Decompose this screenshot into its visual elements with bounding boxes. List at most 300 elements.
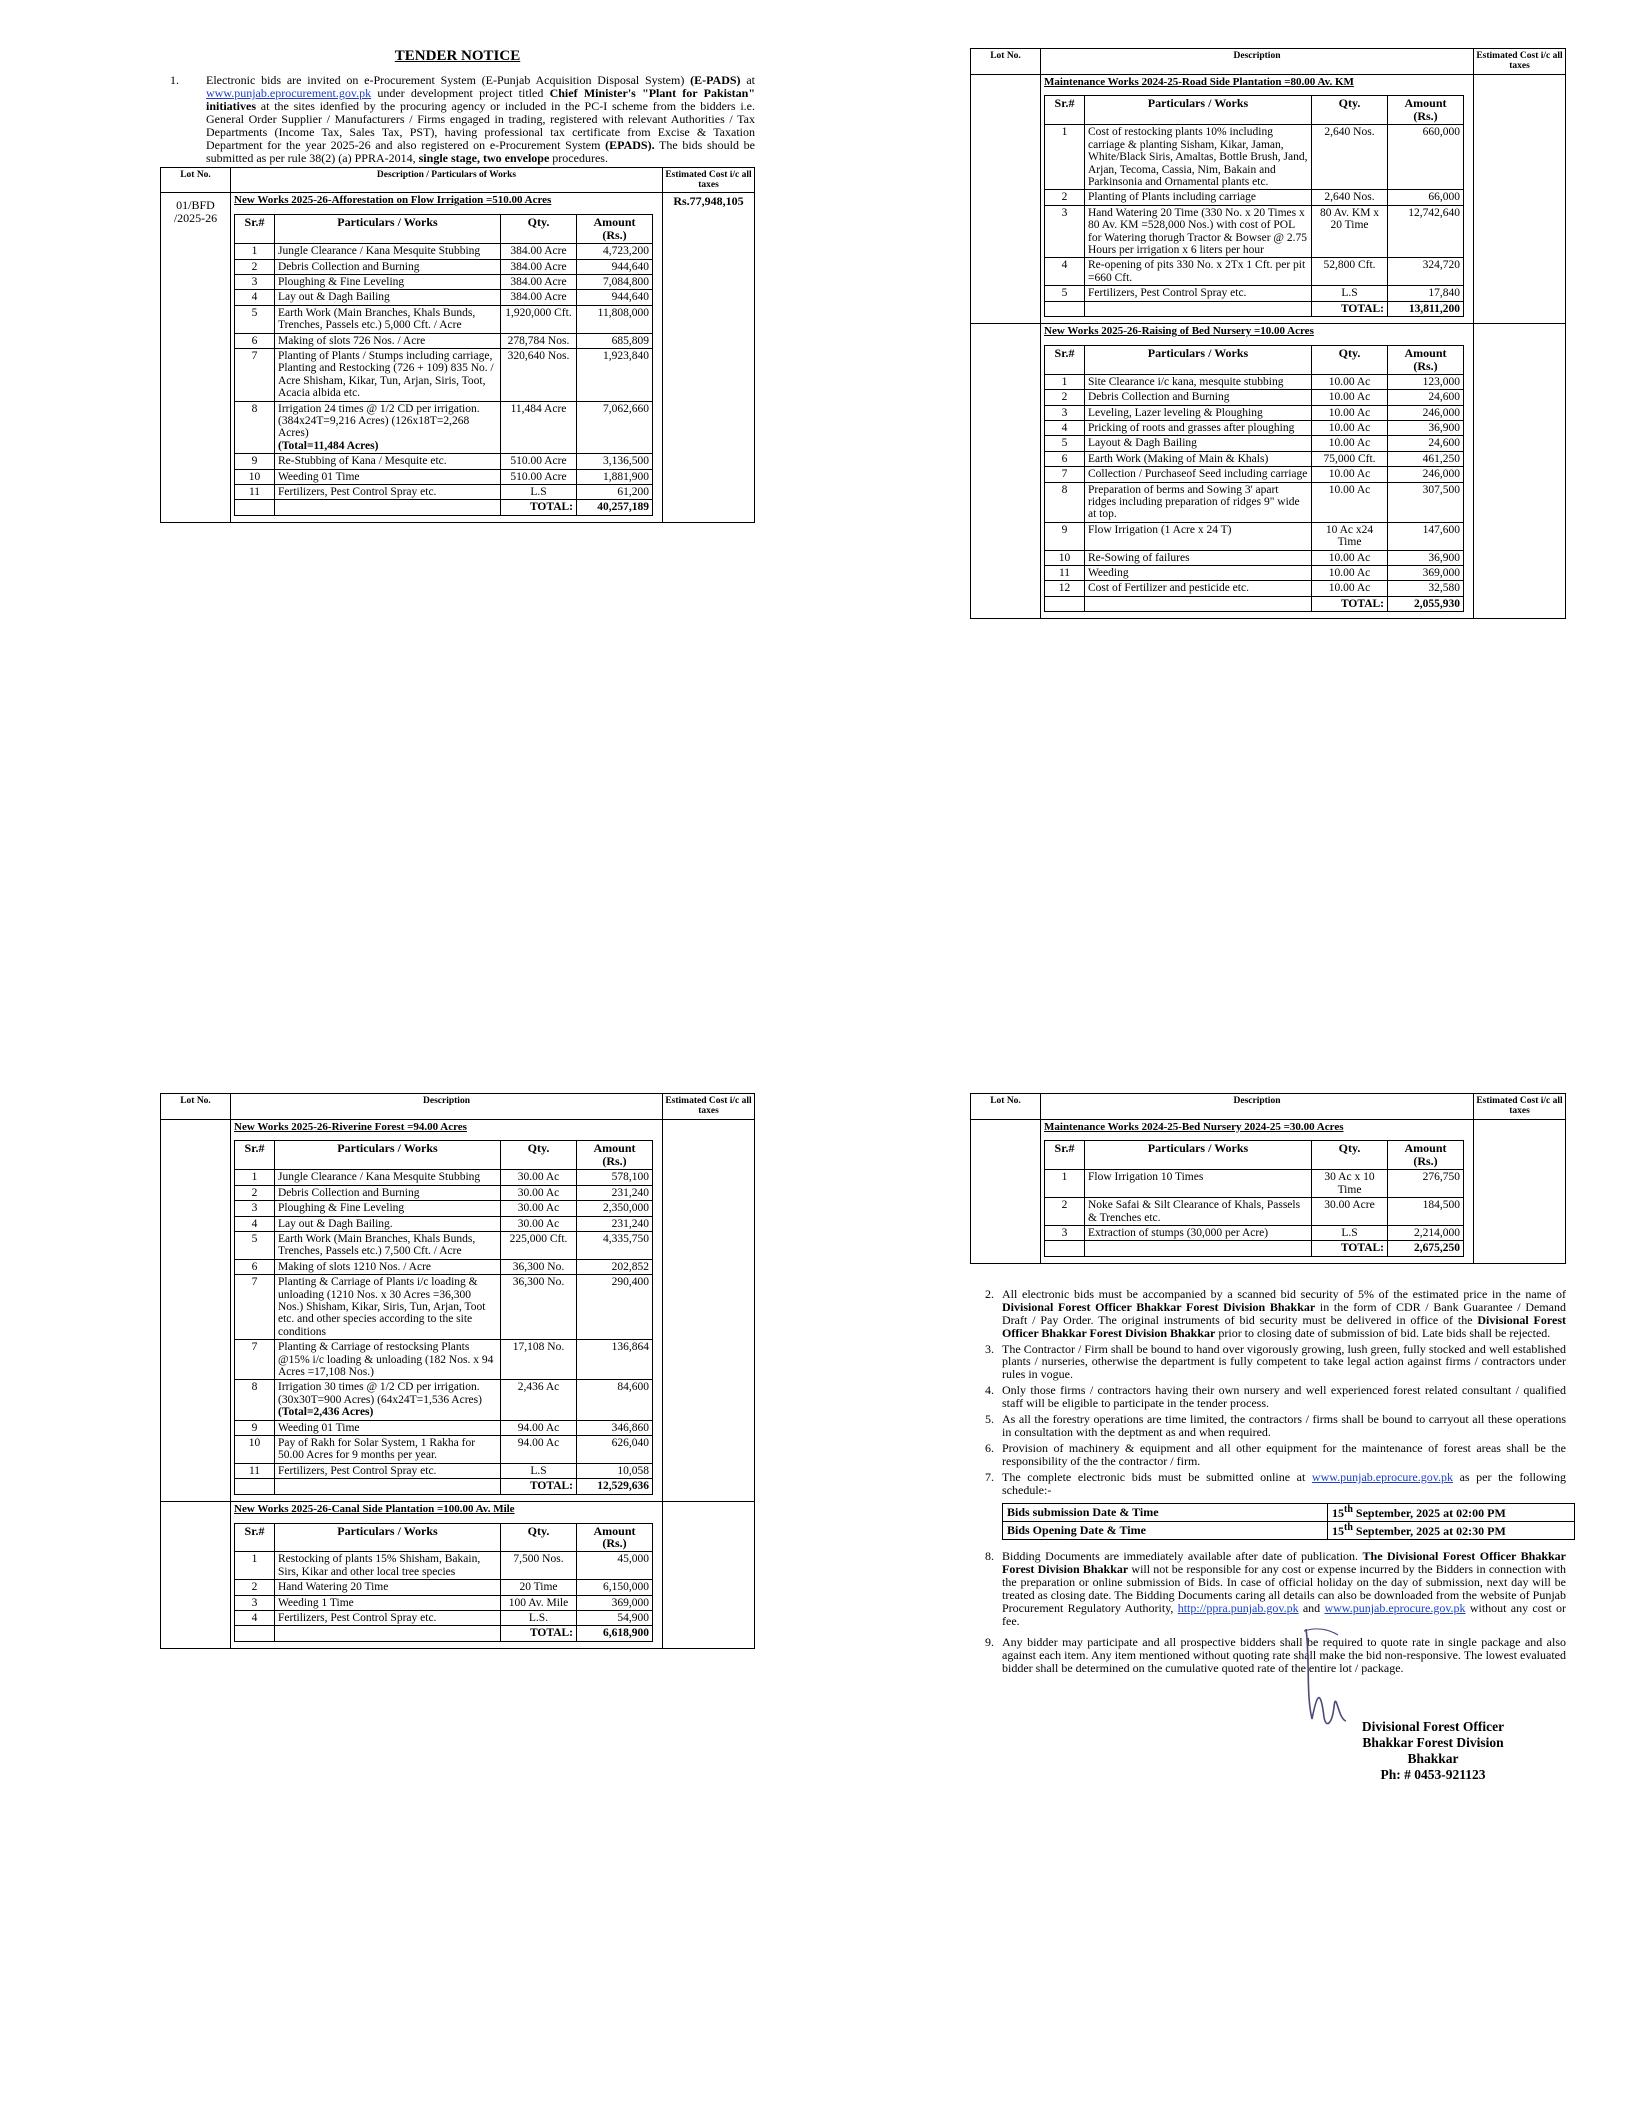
section-cell bbox=[1041, 74, 1474, 323]
submission-datetime bbox=[1328, 1504, 1575, 1522]
term-3 bbox=[970, 1343, 1566, 1382]
sr-header: Sr.# bbox=[235, 1523, 275, 1552]
text-run: (EPADS). bbox=[605, 137, 655, 152]
lot-cell bbox=[161, 1501, 231, 1648]
particulars-cell bbox=[275, 348, 501, 401]
qty-cell: 30.00 Ac bbox=[501, 1170, 577, 1185]
particulars-cell bbox=[1085, 482, 1312, 522]
table-row bbox=[1045, 550, 1464, 565]
particulars-text: Earth Work (Making of Main & Khals) bbox=[1088, 452, 1269, 465]
opening-label: Bids Opening Date & Time bbox=[1003, 1521, 1328, 1539]
quadrant-bottom-right bbox=[970, 1093, 1566, 1783]
amount-cell: 290,400 bbox=[577, 1275, 653, 1340]
qty-cell: 384.00 Acre bbox=[501, 259, 577, 274]
qty-cell: 10.00 Ac bbox=[1312, 566, 1388, 581]
text-run: th bbox=[1344, 1504, 1353, 1516]
sr-cell: 9 bbox=[235, 1420, 275, 1435]
text-run: at bbox=[740, 73, 755, 88]
table-row bbox=[235, 469, 653, 484]
cost-cell bbox=[663, 1119, 755, 1501]
amount-cell: 24,600 bbox=[1388, 436, 1464, 451]
particulars-cell bbox=[275, 454, 501, 469]
ppra-link[interactable]: http://ppra.punjab.gov.pk bbox=[1177, 1600, 1299, 1615]
amount-cell: 461,250 bbox=[1388, 451, 1464, 466]
amount-header: Amount (Rs.) bbox=[1388, 1141, 1464, 1170]
sr-cell: 10 bbox=[235, 1436, 275, 1464]
description-header: Description / Particulars of Works bbox=[231, 167, 663, 193]
amount-cell: 4,335,750 bbox=[577, 1231, 653, 1259]
particulars-cell bbox=[1085, 1225, 1312, 1240]
qty-cell: 10.00 Ac bbox=[1312, 374, 1388, 389]
sr-cell: 8 bbox=[235, 401, 275, 454]
sr-cell: 2 bbox=[1045, 190, 1085, 205]
qty-cell: 20 Time bbox=[501, 1580, 577, 1595]
total-row bbox=[235, 1479, 653, 1494]
qty-header: Qty. bbox=[1312, 345, 1388, 374]
table-row bbox=[1045, 390, 1464, 405]
particulars-text: Leveling, Lazer leveling & Ploughing bbox=[1088, 406, 1263, 419]
section-cell bbox=[231, 193, 663, 523]
amount-header: Amount (Rs.) bbox=[577, 1523, 653, 1552]
term-text: Only those firms / contractors having their own nursery and well experienced forest related consultant / qualified staff will be eligible to participate in the tender process. bbox=[1002, 1383, 1566, 1411]
table-row bbox=[1045, 405, 1464, 420]
text-run: procedures. bbox=[549, 150, 608, 165]
particulars-header: Particulars / Works bbox=[275, 215, 501, 244]
table-header-row bbox=[1045, 1141, 1464, 1170]
sr-cell: 1 bbox=[235, 244, 275, 259]
sr-cell: 4 bbox=[235, 1611, 275, 1626]
qty-cell: 100 Av. Mile bbox=[501, 1595, 577, 1610]
text-run: 15 bbox=[1332, 1506, 1344, 1521]
particulars-text: Debris Collection and Burning bbox=[278, 1186, 420, 1199]
amount-cell: 346,860 bbox=[577, 1420, 653, 1435]
sr-cell: 5 bbox=[1045, 286, 1085, 301]
text-run: will not be responsible for any cost or expense incurred by the Bidders in connection with the preparation or online submission of Bids. In case of official holiday on the day of submission, next day will be treated as closing date. The Bidding Documents caring all details can also be downloaded from the website of Punjab Procurement Regulatory Authority, bbox=[1002, 1561, 1566, 1615]
table-row bbox=[1045, 190, 1464, 205]
particulars-text: Pricking of roots and grasses after ploughing bbox=[1088, 421, 1295, 434]
particulars-text: Preparation of berms and Sowing 3' apart ridges including preparation of ridges 9" wide at top. bbox=[1088, 483, 1300, 521]
intro-text bbox=[206, 74, 755, 165]
term-text: As all the forestry operations are time limited, the contractors / firms shall be bound to carryout all these operations in consultation with the deptment as and when required. bbox=[1002, 1412, 1566, 1440]
particulars-cell bbox=[275, 1340, 501, 1380]
particulars-cell bbox=[275, 485, 501, 500]
total-spacer bbox=[275, 1479, 501, 1494]
particulars-text: Flow Irrigation 10 Times bbox=[1088, 1171, 1204, 1184]
sr-cell: 1 bbox=[1045, 374, 1085, 389]
table-row bbox=[235, 348, 653, 401]
qty-cell: L.S bbox=[1312, 286, 1388, 301]
total-spacer bbox=[235, 500, 275, 515]
particulars-cell bbox=[1085, 190, 1312, 205]
particulars-text: Re-Sowing of failures bbox=[1088, 551, 1190, 564]
total-spacer bbox=[1085, 596, 1312, 611]
qty-cell: 384.00 Acre bbox=[501, 244, 577, 259]
amount-cell: 660,000 bbox=[1388, 125, 1464, 190]
particulars-text: Collection / Purchaseof Seed including carriage bbox=[1088, 468, 1308, 481]
particulars-cell bbox=[275, 1595, 501, 1610]
table-row bbox=[235, 305, 653, 333]
qty-cell: 10.00 Ac bbox=[1312, 482, 1388, 522]
table-row bbox=[235, 1611, 653, 1626]
cost-cell bbox=[1474, 74, 1566, 323]
particulars-text: Noke Safai & Silt Clearance of Khals, Passels & Trenches etc. bbox=[1088, 1199, 1301, 1224]
particulars-cell bbox=[275, 1552, 501, 1580]
works-table-bed-nursery bbox=[1044, 345, 1464, 612]
particulars-cell bbox=[1085, 125, 1312, 190]
qty-cell: 7,500 Nos. bbox=[501, 1552, 577, 1580]
qty-cell: 30 Ac x 10 Time bbox=[1312, 1170, 1388, 1198]
particulars-cell bbox=[275, 1436, 501, 1464]
amount-cell: 36,900 bbox=[1388, 550, 1464, 565]
cost-cell bbox=[1474, 1119, 1566, 1263]
particulars-text: Ploughing & Fine Leveling bbox=[278, 1202, 405, 1215]
particulars-text: Layout & Dagh Bailing bbox=[1088, 437, 1197, 450]
particulars-text: Lay out & Dagh Bailing bbox=[278, 291, 390, 304]
particulars-cell bbox=[275, 1580, 501, 1595]
term-text: Any bidder may participate and all prospective bidders shall be required to quote rate in single package and also against each item. Any item mentioned without quoting rate shall make the bid non-responsive. The lowest evaluated bidder shall be determined on the cumulative quoted rate of the entire lot / package. bbox=[1002, 1634, 1566, 1675]
eprocure-link[interactable]: www.punjab.eprocure.gov.pk bbox=[1311, 1470, 1453, 1485]
table-row bbox=[235, 454, 653, 469]
intro-paragraph bbox=[160, 74, 755, 165]
particulars-header: Particulars / Works bbox=[1085, 345, 1312, 374]
qty-header: Qty. bbox=[1312, 1141, 1388, 1170]
amount-cell: 123,000 bbox=[1388, 374, 1464, 389]
sr-cell: 1 bbox=[235, 1552, 275, 1580]
para-number: 9. bbox=[985, 1634, 994, 1649]
para-number: 3. bbox=[985, 1341, 994, 1356]
table-row bbox=[235, 1275, 653, 1340]
estimated-cost-header: Estimated Cost i/c all taxes bbox=[663, 1094, 755, 1120]
particulars-text: Hand Watering 20 Time bbox=[278, 1581, 389, 1594]
total-spacer bbox=[1085, 1241, 1312, 1256]
particulars-cell bbox=[1085, 205, 1312, 258]
qty-cell: 17,108 No. bbox=[501, 1340, 577, 1380]
table-row bbox=[1045, 436, 1464, 451]
table-row bbox=[1045, 420, 1464, 435]
handwritten-signature-icon bbox=[1276, 1599, 1396, 1749]
table-row bbox=[235, 1436, 653, 1464]
total-spacer bbox=[275, 500, 501, 515]
sr-cell: 6 bbox=[1045, 451, 1085, 466]
quadrant-top-right bbox=[970, 48, 1566, 619]
particulars-cell bbox=[275, 1170, 501, 1185]
total-value: 40,257,189 bbox=[577, 500, 653, 515]
particulars-text: Re-opening of pits 330 No. x 2Tx 1 Cft. per pit =660 Cft. bbox=[1088, 259, 1306, 284]
sr-cell: 3 bbox=[1045, 405, 1085, 420]
table-row bbox=[1045, 374, 1464, 389]
sr-cell: 2 bbox=[235, 1580, 275, 1595]
sr-cell: 11 bbox=[235, 485, 275, 500]
particulars-text: Ploughing & Fine Leveling bbox=[278, 275, 405, 288]
term-text: The Contractor / Firm shall be bound to hand over vigorously growing, lush green, fully stocked and well established plants / nurseries, otherwise the department is fully competent to take legal action against firms / contractors under rules in vogue. bbox=[1002, 1341, 1566, 1382]
particulars-total: (Total=11,484 Acres) bbox=[278, 439, 379, 452]
para-number: 7. bbox=[985, 1470, 994, 1485]
particulars-text: Debris Collection and Burning bbox=[278, 260, 420, 273]
table-row bbox=[235, 1259, 653, 1274]
para-number: 8. bbox=[985, 1548, 994, 1563]
qty-cell: L.S. bbox=[501, 1611, 577, 1626]
term-4 bbox=[970, 1384, 1566, 1410]
sr-cell: 9 bbox=[235, 454, 275, 469]
term-9 bbox=[970, 1636, 1566, 1675]
sr-cell: 3 bbox=[235, 1595, 275, 1610]
sr-cell: 12 bbox=[1045, 581, 1085, 596]
particulars-text: Planting of Plants including carriage bbox=[1088, 191, 1256, 204]
amount-cell: 944,640 bbox=[577, 290, 653, 305]
sr-cell: 4 bbox=[1045, 420, 1085, 435]
total-spacer bbox=[1085, 301, 1312, 316]
estimated-cost: Rs.77,948,105 bbox=[663, 193, 755, 523]
particulars-cell bbox=[275, 1275, 501, 1340]
section-title-road-side: Maintenance Works 2024-25-Road Side Plantation =80.00 Av. KM bbox=[1044, 75, 1354, 88]
particulars-cell bbox=[1085, 420, 1312, 435]
term-2 bbox=[970, 1288, 1566, 1340]
amount-cell: 61,200 bbox=[577, 485, 653, 500]
particulars-cell bbox=[1085, 550, 1312, 565]
lot-number: 01/BFD /2025-26 bbox=[161, 193, 231, 523]
term-text: Provision of machinery & equipment and all other equipment for the maintenance of forest areas shall be the responsibility of the the contractor / firm. bbox=[1002, 1441, 1566, 1469]
sr-cell: 8 bbox=[235, 1380, 275, 1420]
table-row bbox=[235, 333, 653, 348]
particulars-header: Particulars / Works bbox=[1085, 96, 1312, 125]
amount-cell: 147,600 bbox=[1388, 522, 1464, 550]
section-cell bbox=[1041, 323, 1474, 618]
particulars-cell bbox=[1085, 522, 1312, 550]
table-header-row bbox=[1045, 96, 1464, 125]
total-value: 12,529,636 bbox=[577, 1479, 653, 1494]
sr-header: Sr.# bbox=[1045, 1141, 1085, 1170]
section-title-riverine: New Works 2025-26-Riverine Forest =94.00 Acres bbox=[234, 1120, 467, 1133]
total-value: 13,811,200 bbox=[1388, 301, 1464, 316]
table-row bbox=[235, 244, 653, 259]
particulars-cell bbox=[1085, 405, 1312, 420]
amount-header: Amount (Rs.) bbox=[577, 215, 653, 244]
eprocure-link-2[interactable]: www.punjab.eprocure.gov.pk bbox=[1324, 1600, 1466, 1615]
qty-cell: 10 Ac x24 Time bbox=[1312, 522, 1388, 550]
table-row bbox=[235, 1170, 653, 1185]
term-7 bbox=[970, 1471, 1566, 1497]
lot-header: Lot No. bbox=[971, 49, 1041, 75]
text-run: Divisional Forest Officer Bhakkar Forest Division Bhakkar bbox=[1002, 1299, 1316, 1314]
table-row bbox=[235, 401, 653, 454]
amount-cell: 2,214,000 bbox=[1388, 1225, 1464, 1240]
qty-cell: 36,300 No. bbox=[501, 1259, 577, 1274]
particulars-cell bbox=[1085, 374, 1312, 389]
total-row bbox=[1045, 301, 1464, 316]
qty-cell: 1,920,000 Cft. bbox=[501, 305, 577, 333]
table-row bbox=[1045, 566, 1464, 581]
qty-cell: 36,300 No. bbox=[501, 1275, 577, 1340]
particulars-header: Particulars / Works bbox=[275, 1523, 501, 1552]
amount-cell: 324,720 bbox=[1388, 258, 1464, 286]
table-header-row bbox=[235, 1523, 653, 1552]
total-spacer bbox=[235, 1626, 275, 1641]
qty-header: Qty. bbox=[1312, 96, 1388, 125]
particulars-text: Flow Irrigation (1 Acre x 24 T) bbox=[1088, 523, 1232, 536]
particulars-text: Fertilizers, Pest Control Spray etc. bbox=[278, 1464, 437, 1477]
total-label: TOTAL: bbox=[1312, 596, 1388, 611]
qty-cell: 10.00 Ac bbox=[1312, 390, 1388, 405]
particulars-cell bbox=[275, 1201, 501, 1216]
particulars-text: Irrigation 24 times @ 1/2 CD per irrigation. (384x24T=9,216 Acres) (126x18T=2,268 Acres) bbox=[278, 402, 480, 440]
sr-cell: 3 bbox=[1045, 205, 1085, 258]
term-5 bbox=[970, 1413, 1566, 1439]
sr-cell: 9 bbox=[1045, 522, 1085, 550]
text-run: (E-PADS) bbox=[690, 73, 741, 88]
table-row bbox=[1045, 286, 1464, 301]
amount-cell: 7,084,800 bbox=[577, 274, 653, 289]
lot-table-4 bbox=[970, 1093, 1566, 1264]
lot-table-3 bbox=[160, 1093, 755, 1649]
qty-cell: 94.00 Ac bbox=[501, 1436, 577, 1464]
signatory-phone: Ph: # 0453-921123 bbox=[1380, 1767, 1486, 1783]
total-label: TOTAL: bbox=[501, 1626, 577, 1641]
text-run: 15 bbox=[1332, 1523, 1344, 1538]
text-run: as per the following schedule:- bbox=[1002, 1470, 1566, 1498]
qty-cell: 225,000 Cft. bbox=[501, 1231, 577, 1259]
lot-table-1 bbox=[160, 167, 755, 523]
amount-cell: 84,600 bbox=[577, 1380, 653, 1420]
table-row bbox=[235, 1380, 653, 1420]
sr-cell: 11 bbox=[1045, 566, 1085, 581]
lot-cell bbox=[971, 74, 1041, 323]
qty-cell: 30.00 Ac bbox=[501, 1185, 577, 1200]
bid-schedule-table bbox=[1002, 1503, 1575, 1540]
sr-cell: 10 bbox=[235, 469, 275, 484]
particulars-text: Lay out & Dagh Bailing. bbox=[278, 1217, 393, 1230]
sr-cell: 7 bbox=[235, 1275, 275, 1340]
qty-cell: 30.00 Ac bbox=[501, 1216, 577, 1231]
sr-cell: 1 bbox=[235, 1170, 275, 1185]
particulars-text: Cost of restocking plants 10% including carriage & planting Sisham, Kikar, Jaman, White/Black Siris, Amaltas, Bottle Brush, Jand, Arjan, Tecoma, Cassia, Nim, Bakain and Parkinsonia and Ornamental plants etc. bbox=[1088, 126, 1308, 188]
lot-cell bbox=[971, 1119, 1041, 1263]
particulars-cell bbox=[275, 244, 501, 259]
particulars-cell bbox=[1085, 581, 1312, 596]
sr-cell: 5 bbox=[235, 1231, 275, 1259]
qty-cell: 94.00 Ac bbox=[501, 1420, 577, 1435]
amount-cell: 369,000 bbox=[577, 1595, 653, 1610]
sr-cell: 2 bbox=[1045, 390, 1085, 405]
table-row bbox=[1045, 522, 1464, 550]
particulars-text: Irrigation 30 times @ 1/2 CD per irrigation. (30x30T=900 Acres) (64x24T=1,536 Acres) bbox=[278, 1381, 482, 1406]
amount-cell: 4,723,200 bbox=[577, 244, 653, 259]
eprocurement-link[interactable]: www.punjab.eprocurement.gov.pk bbox=[206, 86, 372, 101]
works-table-road-side bbox=[1044, 95, 1464, 317]
particulars-text: Weeding 01 Time bbox=[278, 1421, 360, 1434]
text-run: at the sites idenfied by the procuring agency or included in the PC-I scheme from the bidders i.e. General Order Supplier / Manufacturers / Firms engaged in trading, registered with relevant Authorities / Tax Departments (Income Tax, Sales Tax, PST), having professional tax certificate from Excise & Taxation Department for the year 2025-26 and also registered on e-Procurement System bbox=[206, 99, 755, 152]
lot-header: Lot No. bbox=[161, 167, 231, 193]
table-row bbox=[235, 485, 653, 500]
total-value: 2,055,930 bbox=[1388, 596, 1464, 611]
text-run: All electronic bids must be accompanied by a scanned bid security of 5% of the estimated price in the name of bbox=[1002, 1286, 1566, 1301]
qty-cell: L.S bbox=[1312, 1225, 1388, 1240]
particulars-cell bbox=[275, 1380, 501, 1420]
qty-cell: 52,800 Cft. bbox=[1312, 258, 1388, 286]
sr-cell: 2 bbox=[1045, 1198, 1085, 1226]
particulars-cell bbox=[1085, 390, 1312, 405]
lot-cell bbox=[971, 323, 1041, 618]
estimated-cost-header: Estimated Cost i/c all taxes bbox=[663, 167, 755, 193]
sr-cell: 3 bbox=[235, 274, 275, 289]
particulars-cell bbox=[1085, 1170, 1312, 1198]
section-cell bbox=[1041, 1119, 1474, 1263]
particulars-text: Weeding 01 Time bbox=[278, 470, 360, 483]
particulars-cell bbox=[275, 469, 501, 484]
particulars-text: Planting & Carriage of restocksing Plants @15% i/c loading & unloading (182 Nos. x 94 Acres =17,108 Nos.) bbox=[278, 1341, 494, 1378]
particulars-text: Fertilizers, Pest Control Spray etc. bbox=[278, 486, 437, 499]
amount-cell: 246,000 bbox=[1388, 405, 1464, 420]
table-row bbox=[1045, 467, 1464, 482]
sr-cell: 4 bbox=[1045, 258, 1085, 286]
particulars-text: Earth Work (Main Branches, Khals Bunds, Trenches, Passels etc.) 5,000 Cft. / Acre bbox=[278, 306, 476, 332]
amount-cell: 626,040 bbox=[577, 1436, 653, 1464]
text-run: th bbox=[1344, 1521, 1353, 1533]
section-title-bed-nursery: New Works 2025-26-Raising of Bed Nursery =10.00 Acres bbox=[1044, 324, 1314, 337]
particulars-cell bbox=[1085, 467, 1312, 482]
amount-cell: 202,852 bbox=[577, 1259, 653, 1274]
particulars-text: Hand Watering 20 Time (330 No. x 20 Times x 80 Av. KM =528,000 Nos.) with cost of POL for Watering thorugh Tractor & Bowser @ 2.75 Hours per irrigation x 6 liters per hour bbox=[1088, 206, 1307, 256]
particulars-text: Weeding bbox=[1088, 567, 1129, 580]
works-table-riverine bbox=[234, 1140, 653, 1494]
particulars-text: Debris Collection and Burning bbox=[1088, 391, 1230, 404]
para-number: 5. bbox=[985, 1412, 994, 1427]
sr-cell: 6 bbox=[235, 333, 275, 348]
sr-header: Sr.# bbox=[1045, 96, 1085, 125]
qty-header: Qty. bbox=[501, 215, 577, 244]
description-header: Description bbox=[1041, 1094, 1474, 1120]
total-spacer bbox=[235, 1479, 275, 1494]
section-title-bed-nursery-maintenance: Maintenance Works 2024-25-Bed Nursery 2024-25 =30.00 Acres bbox=[1044, 1120, 1344, 1133]
term-6 bbox=[970, 1442, 1566, 1468]
sr-header: Sr.# bbox=[235, 1141, 275, 1170]
works-table-canal-side bbox=[234, 1523, 653, 1642]
text-run: Divisional Forest Officer Bhakkar Forest Division Bhakkar bbox=[1002, 1312, 1566, 1340]
section-cell bbox=[231, 1501, 663, 1648]
sr-cell: 11 bbox=[235, 1463, 275, 1478]
table-header-row bbox=[1045, 345, 1464, 374]
qty-cell: 278,784 Nos. bbox=[501, 333, 577, 348]
total-spacer bbox=[1045, 1241, 1085, 1256]
particulars-cell bbox=[1085, 258, 1312, 286]
amount-cell: 11,808,000 bbox=[577, 305, 653, 333]
text-run: September, 2025 at 02:00 PM bbox=[1352, 1506, 1506, 1521]
table-row bbox=[235, 1201, 653, 1216]
particulars-header: Particulars / Works bbox=[1085, 1141, 1312, 1170]
qty-cell: 10.00 Ac bbox=[1312, 550, 1388, 565]
sr-cell: 1 bbox=[1045, 125, 1085, 190]
text-run: and bbox=[1298, 1600, 1325, 1615]
sr-cell: 8 bbox=[1045, 482, 1085, 522]
sr-cell: 7 bbox=[235, 1340, 275, 1380]
particulars-cell bbox=[1085, 451, 1312, 466]
qty-header: Qty. bbox=[501, 1141, 577, 1170]
works-table-bed-nursery-maintenance bbox=[1044, 1140, 1464, 1256]
total-row bbox=[235, 500, 653, 515]
text-run: without any cost or fee. bbox=[1002, 1600, 1566, 1628]
opening-datetime bbox=[1328, 1521, 1575, 1539]
amount-header: Amount (Rs.) bbox=[577, 1141, 653, 1170]
signature-block bbox=[1300, 1719, 1566, 1784]
amount-cell: 2,350,000 bbox=[577, 1201, 653, 1216]
total-spacer bbox=[1045, 596, 1085, 611]
total-spacer bbox=[275, 1626, 501, 1641]
amount-cell: 24,600 bbox=[1388, 390, 1464, 405]
particulars-text: Re-Stubbing of Kana / Mesquite etc. bbox=[278, 455, 447, 468]
particulars-text: Weeding 1 Time bbox=[278, 1596, 354, 1609]
sr-cell: 3 bbox=[235, 1201, 275, 1216]
amount-cell: 1,923,840 bbox=[577, 348, 653, 401]
particulars-cell bbox=[1085, 566, 1312, 581]
